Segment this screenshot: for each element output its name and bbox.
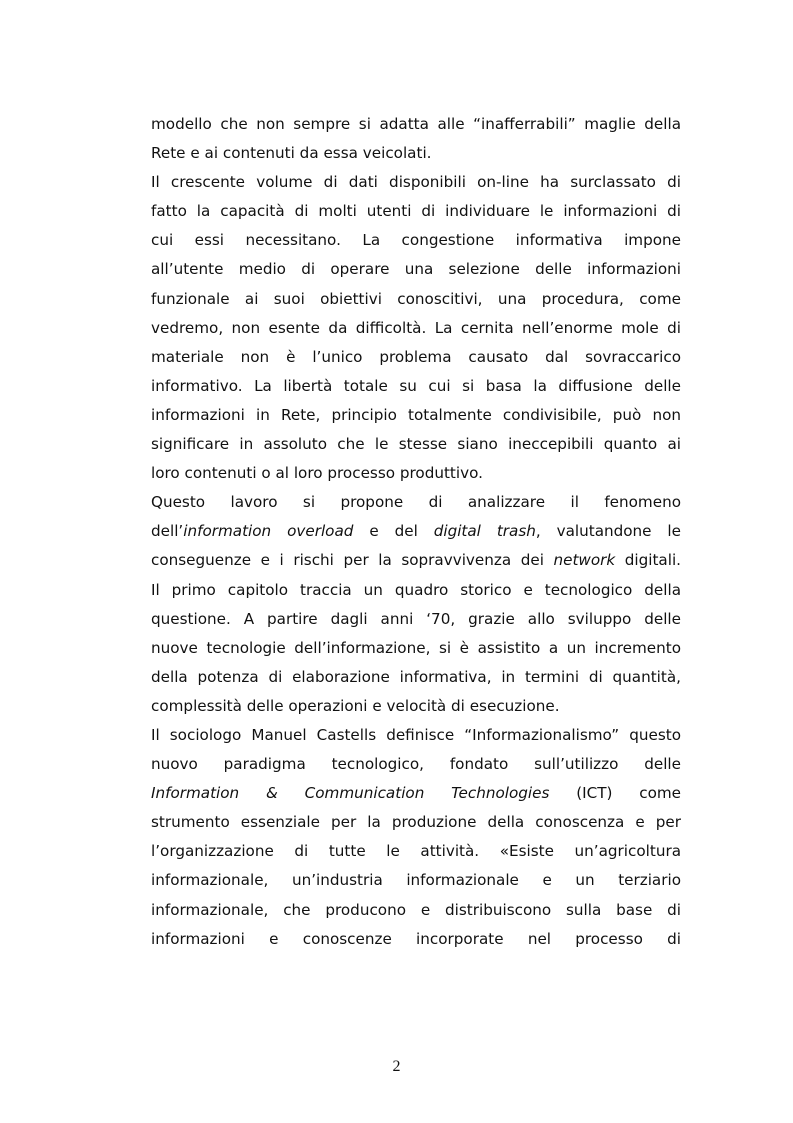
text-segment: , valutandone le [535, 522, 681, 541]
italic-text: Information & Communication Technologies [151, 784, 550, 803]
text-segment: strumento essenziale per la produzione della conoscenza e per [151, 813, 681, 832]
text-segment: funzionale ai suoi obiettivi conoscitivi, una procedura, come [151, 289, 681, 308]
text-line [151, 343, 681, 372]
italic-text: digital trash [433, 522, 536, 541]
text-segment: Il primo capitolo traccia un quadro storico e tecnologico della [151, 580, 681, 599]
text-line [151, 808, 681, 837]
text-line [151, 488, 681, 517]
text-segment: modello che non sempre si adatta alle “inafferrabili” maglie della [151, 115, 681, 133]
text-line [151, 779, 681, 808]
text-segment: complessità delle operazioni e velocità di esecuzione. [151, 696, 560, 715]
text-segment: informazionale, che producono e distribuiscono sulla base di [151, 900, 681, 919]
text-segment: Rete e ai contenuti da essa veicolati. [151, 144, 432, 163]
italic-text: information overload [183, 522, 354, 541]
text-segment: loro contenuti o al loro processo produttivo. [151, 464, 483, 483]
text-line [151, 837, 681, 866]
text-segment: vedremo, non esente da difficoltà. La cernita nell’enorme mole di [151, 318, 681, 337]
text-segment: informazioni in Rete, principio totalmente condivisibile, può non [151, 405, 681, 424]
text-line [151, 866, 681, 895]
italic-text: network [553, 551, 616, 570]
text-segment: l’organizzazione di tutte le attività. «Esiste un’agricoltura [151, 842, 681, 861]
text-line [151, 634, 681, 663]
text-segment: fatto la capacità di molti utenti di individuare le informazioni di [151, 202, 681, 221]
text-line [151, 692, 681, 721]
text-line [151, 314, 681, 343]
text-line [151, 430, 681, 459]
text-segment: (ICT) come [549, 784, 681, 803]
text-segment: dell’ [151, 522, 184, 541]
text-line [151, 721, 681, 750]
text-segment: materiale non è l’unico problema causato dal sovraccarico [151, 347, 681, 366]
text-segment: Questo lavoro si propone di analizzare il fenomeno [151, 493, 681, 512]
text-line [151, 896, 681, 925]
text-segment: e del [353, 522, 434, 541]
page-number: 2 [392, 1058, 401, 1075]
text-segment: nuove tecnologie dell’informazione, si è assistito a un incremento [151, 638, 681, 657]
text-line [151, 139, 681, 168]
body-text [151, 110, 681, 954]
text-line [151, 576, 681, 605]
text-segment: Il crescente volume di dati disponibili on-line ha surclassato di [151, 173, 681, 192]
text-segment: cui essi necessitano. La congestione informativa impone [151, 231, 681, 250]
text-line [151, 605, 681, 634]
text-segment: Il sociologo Manuel Castells definisce “Informazionalismo” questo [151, 725, 681, 744]
text-line [151, 226, 681, 255]
text-segment: questione. A partire dagli anni ‘70, grazie allo sviluppo delle [151, 609, 681, 628]
text-line [151, 401, 681, 430]
text-line [151, 517, 681, 546]
text-line [151, 663, 681, 692]
text-line [151, 255, 681, 284]
text-line [151, 546, 681, 575]
text-line [151, 285, 681, 314]
text-segment: informativo. La libertà totale su cui si basa la diffusione delle [151, 376, 681, 395]
text-line [151, 459, 681, 488]
text-segment: della potenza di elaborazione informativa, in termini di quantità, [151, 667, 681, 686]
text-segment: informazionale, un’industria informazionale e un terziario [151, 871, 681, 890]
text-line [151, 168, 681, 197]
text-line [151, 110, 681, 139]
text-segment: informazioni e conoscenze incorporate nel processo di [151, 929, 681, 948]
text-line [151, 925, 681, 954]
text-line [151, 197, 681, 226]
text-segment: digitali. [615, 551, 681, 570]
text-line [151, 750, 681, 779]
text-segment: nuovo paradigma tecnologico, fondato sull’utilizzo delle [151, 755, 681, 774]
text-segment: significare in assoluto che le stesse siano ineccepibili quanto ai [151, 435, 681, 454]
text-line [151, 372, 681, 401]
text-segment: all’utente medio di operare una selezione delle informazioni [151, 260, 681, 279]
text-segment: conseguenze e i rischi per la sopravvivenza dei [151, 551, 554, 570]
